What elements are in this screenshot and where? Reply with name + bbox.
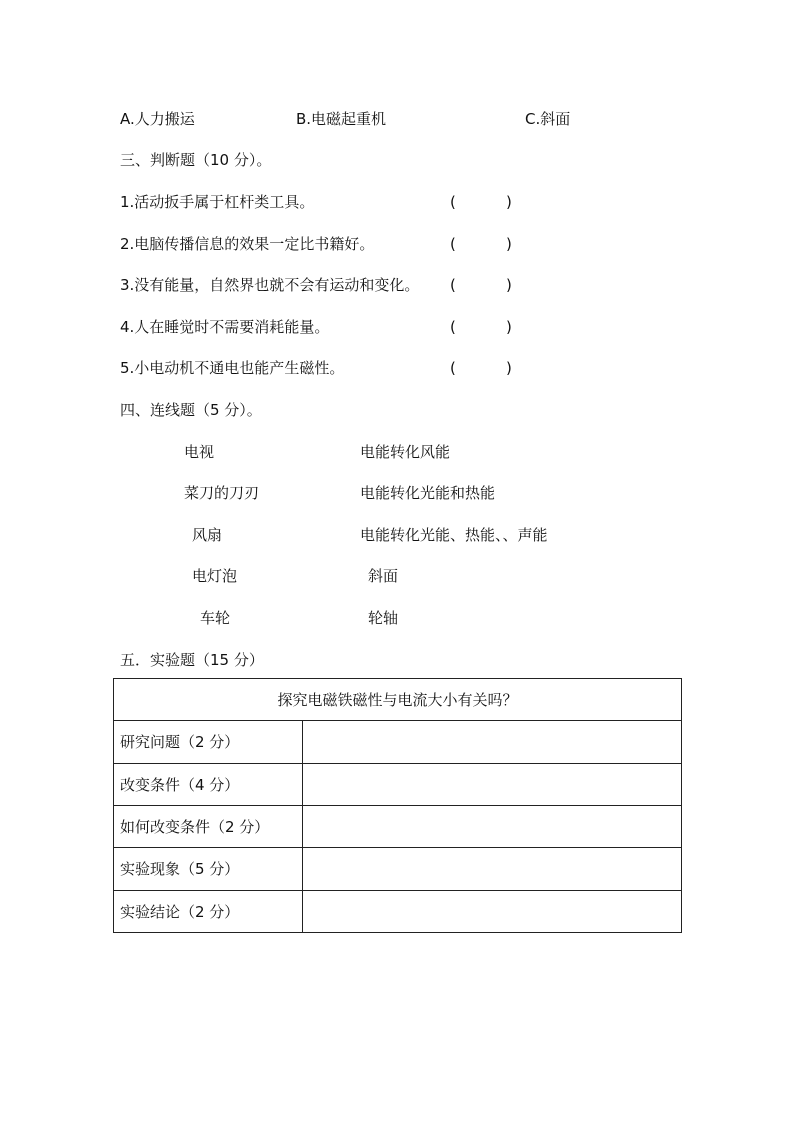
match-right-item[interactable]: 轮轴 xyxy=(368,609,399,627)
answer-paren-open[interactable]: ( xyxy=(450,359,456,377)
match-right-item[interactable]: 电能转化风能 xyxy=(360,443,451,461)
row-label: 实验现象（5 分） xyxy=(114,848,303,890)
answer-paren-close: ) xyxy=(506,276,512,294)
section4-heading: 四、连线题（5 分）。 xyxy=(120,401,262,419)
answer-cell[interactable] xyxy=(303,848,682,890)
table-title-row xyxy=(114,679,682,721)
section5-heading: 五．实验题（15 分） xyxy=(120,651,264,669)
match-left-item[interactable]: 电灯泡 xyxy=(192,567,238,585)
judgement-text: 4.人在睡觉时不需要消耗能量。 xyxy=(120,318,330,336)
section3-heading: 三、判断题（10 分）。 xyxy=(120,151,272,169)
match-left-item[interactable]: 车轮 xyxy=(200,609,231,627)
answer-paren-close: ) xyxy=(506,193,512,211)
match-left-item[interactable]: 风扇 xyxy=(192,526,223,544)
answer-cell[interactable] xyxy=(303,721,682,763)
table-title: 探究电磁铁磁性与电流大小有关吗？ xyxy=(114,679,682,721)
option-b: B.电磁起重机 xyxy=(296,110,387,128)
judgement-text: 5.小电动机不通电也能产生磁性。 xyxy=(120,359,345,377)
row-label: 如何改变条件（2 分） xyxy=(114,805,303,847)
answer-paren-close: ) xyxy=(506,235,512,253)
row-label: 研究问题（2 分） xyxy=(114,721,303,763)
answer-cell[interactable] xyxy=(303,890,682,932)
option-a: A.人力搬运 xyxy=(120,110,195,128)
answer-paren-open[interactable]: ( xyxy=(450,276,456,294)
match-right-item[interactable]: 电能转化光能和热能 xyxy=(360,484,496,502)
table-row xyxy=(114,805,682,847)
answer-paren-open[interactable]: ( xyxy=(450,193,456,211)
answer-paren-open[interactable]: ( xyxy=(450,318,456,336)
experiment-table xyxy=(113,678,682,933)
answer-paren-open[interactable]: ( xyxy=(450,235,456,253)
judgement-text: 2.电脑传播信息的效果一定比书籍好。 xyxy=(120,235,375,253)
option-c: C.斜面 xyxy=(525,110,571,128)
answer-cell[interactable] xyxy=(303,763,682,805)
judgement-text: 3.没有能量，自然界也就不会有运动和变化。 xyxy=(120,276,420,294)
table-row xyxy=(114,848,682,890)
match-left-item[interactable]: 电视 xyxy=(184,443,215,461)
row-label: 实验结论（2 分） xyxy=(114,890,303,932)
table-row xyxy=(114,763,682,805)
answer-paren-close: ) xyxy=(506,359,512,377)
answer-cell[interactable] xyxy=(303,805,682,847)
answer-paren-close: ) xyxy=(506,318,512,336)
table-row xyxy=(114,890,682,932)
table-row xyxy=(114,721,682,763)
judgement-text: 1.活动扳手属于杠杆类工具。 xyxy=(120,193,315,211)
match-right-item[interactable]: 电能转化光能、热能、、声能 xyxy=(360,526,548,544)
row-label: 改变条件（4 分） xyxy=(114,763,303,805)
match-right-item[interactable]: 斜面 xyxy=(368,567,399,585)
match-left-item[interactable]: 菜刀的刀刃 xyxy=(184,484,260,502)
